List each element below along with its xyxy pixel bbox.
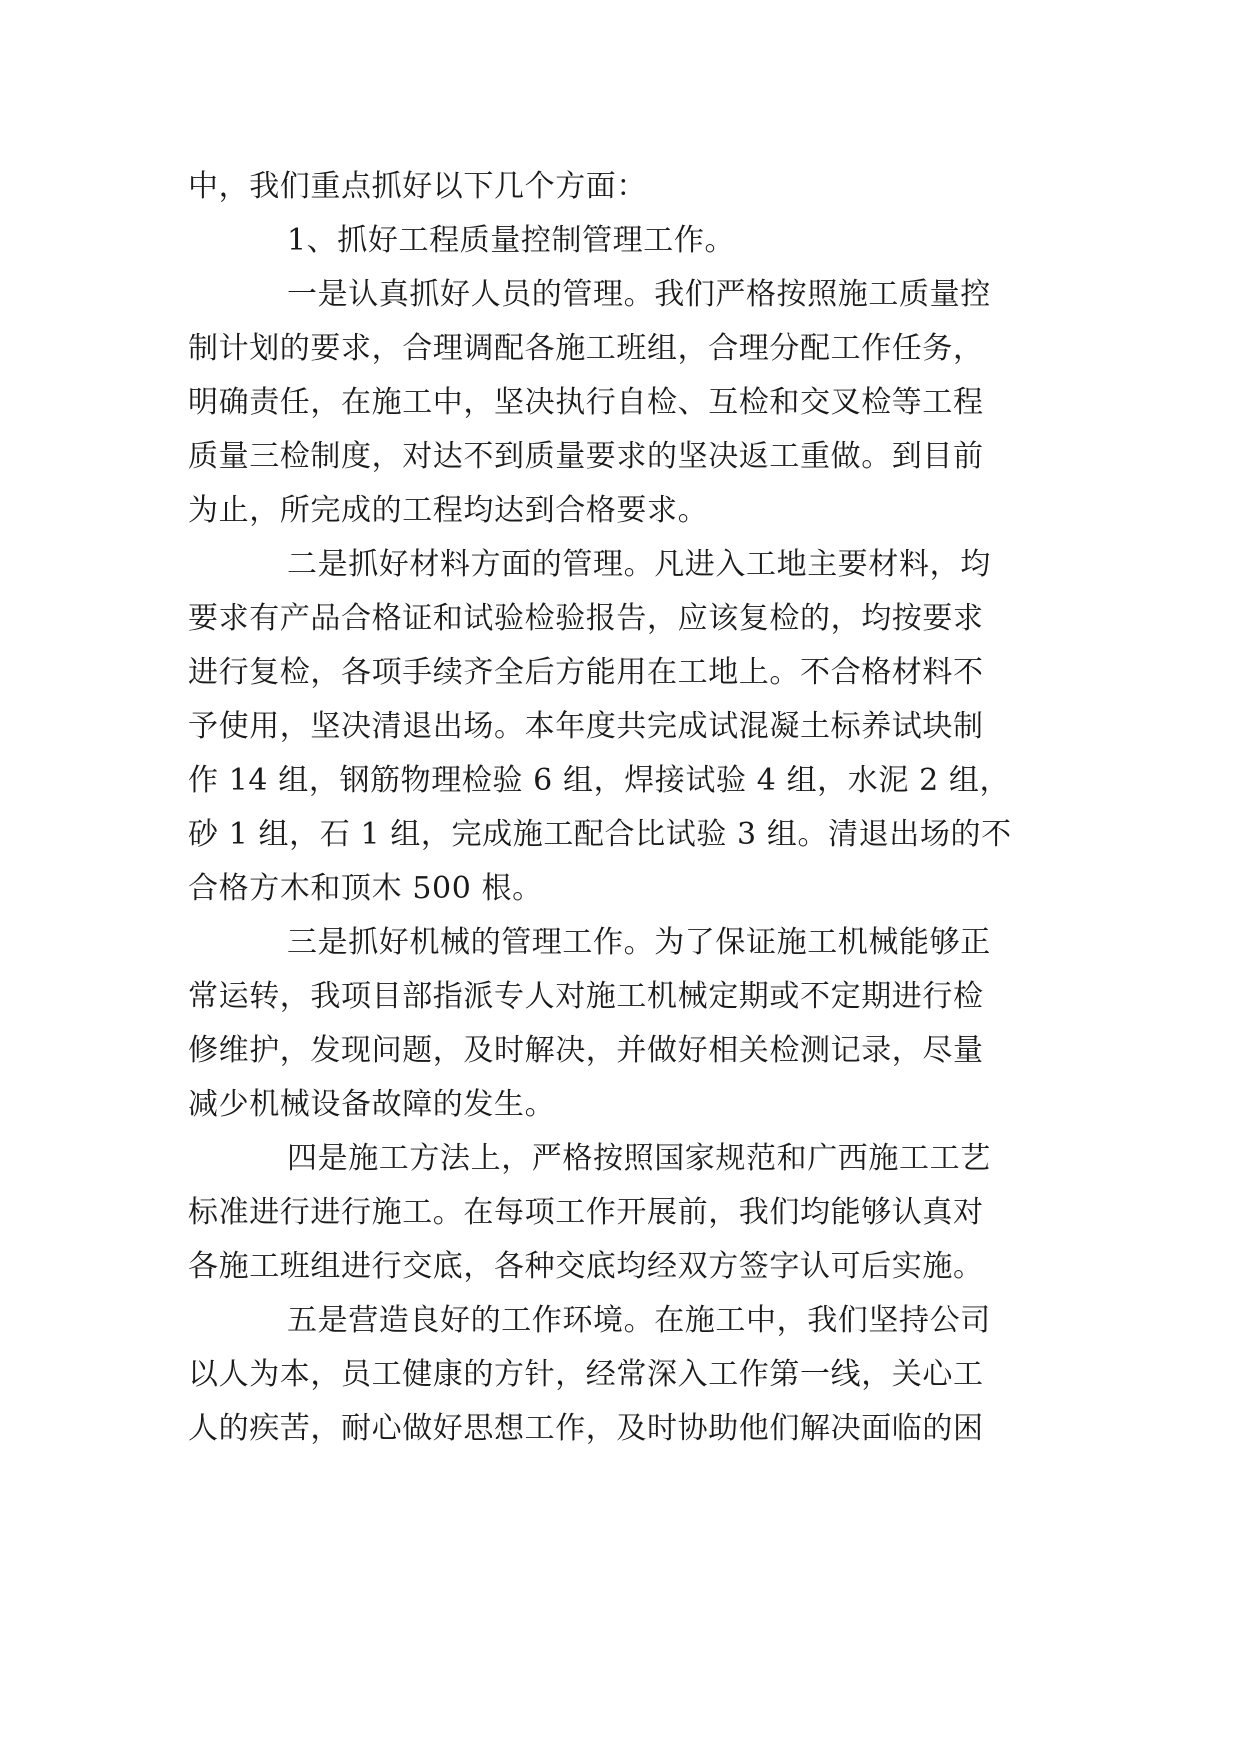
text-line: 各施工班组进行交底，各种交底均经双方签字认可后实施。 xyxy=(188,1249,984,1284)
text-line: 中，我们重点抓好以下几个方面： xyxy=(188,169,647,204)
text-line: 人的疾苦，耐心做好思想工作，及时协助他们解决面临的困 xyxy=(188,1411,984,1446)
text-line: 常运转，我项目部指派专人对施工机械定期或不定期进行检 xyxy=(188,979,984,1014)
text-line: 合格方木和顶木 500 根。 xyxy=(188,871,543,906)
text-line: 进行复检，各项手续齐全后方能用在工地上。不合格材料不 xyxy=(188,655,984,690)
text-line: 1、抓好工程质量控制管理工作。 xyxy=(287,223,736,258)
text-line: 明确责任，在施工中，坚决执行自检、互检和交叉检等工程 xyxy=(188,385,984,420)
text-line: 作 14 组，钢筋物理检验 6 组，焊接试验 4 组，水泥 2 组， xyxy=(188,763,1011,798)
text-line: 标准进行进行施工。在每项工作开展前，我们均能够认真对 xyxy=(188,1195,984,1230)
text-line: 五是营造良好的工作环境。在施工中，我们坚持公司 xyxy=(287,1303,991,1338)
text-line: 砂 1 组，石 1 组，完成施工配合比试验 3 组。清退出场的不 xyxy=(188,817,1012,852)
text-line: 质量三检制度，对达不到质量要求的坚决返工重做。到目前 xyxy=(188,439,984,474)
text-line: 要求有产品合格证和试验检验报告，应该复检的，均按要求 xyxy=(188,601,984,636)
text-line: 四是施工方法上，严格按照国家规范和广西施工工艺 xyxy=(287,1141,991,1176)
text-line: 三是抓好机械的管理工作。为了保证施工机械能够正 xyxy=(287,925,991,960)
text-line: 为止，所完成的工程均达到合格要求。 xyxy=(188,493,709,528)
text-line: 一是认真抓好人员的管理。我们严格按照施工质量控 xyxy=(287,277,991,312)
text-line: 减少机械设备故障的发生。 xyxy=(188,1087,556,1122)
text-line: 予使用，坚决清退出场。本年度共完成试混凝土标养试块制 xyxy=(188,709,984,744)
text-line: 二是抓好材料方面的管理。凡进入工地主要材料，均 xyxy=(287,547,991,582)
text-line: 修维护，发现问题，及时解决，并做好相关检测记录，尽量 xyxy=(188,1033,984,1068)
text-line: 制计划的要求，合理调配各施工班组，合理分配工作任务， xyxy=(188,331,984,366)
document-body xyxy=(188,160,1058,1456)
text-line: 以人为本，员工健康的方针，经常深入工作第一线，关心工 xyxy=(188,1357,984,1392)
